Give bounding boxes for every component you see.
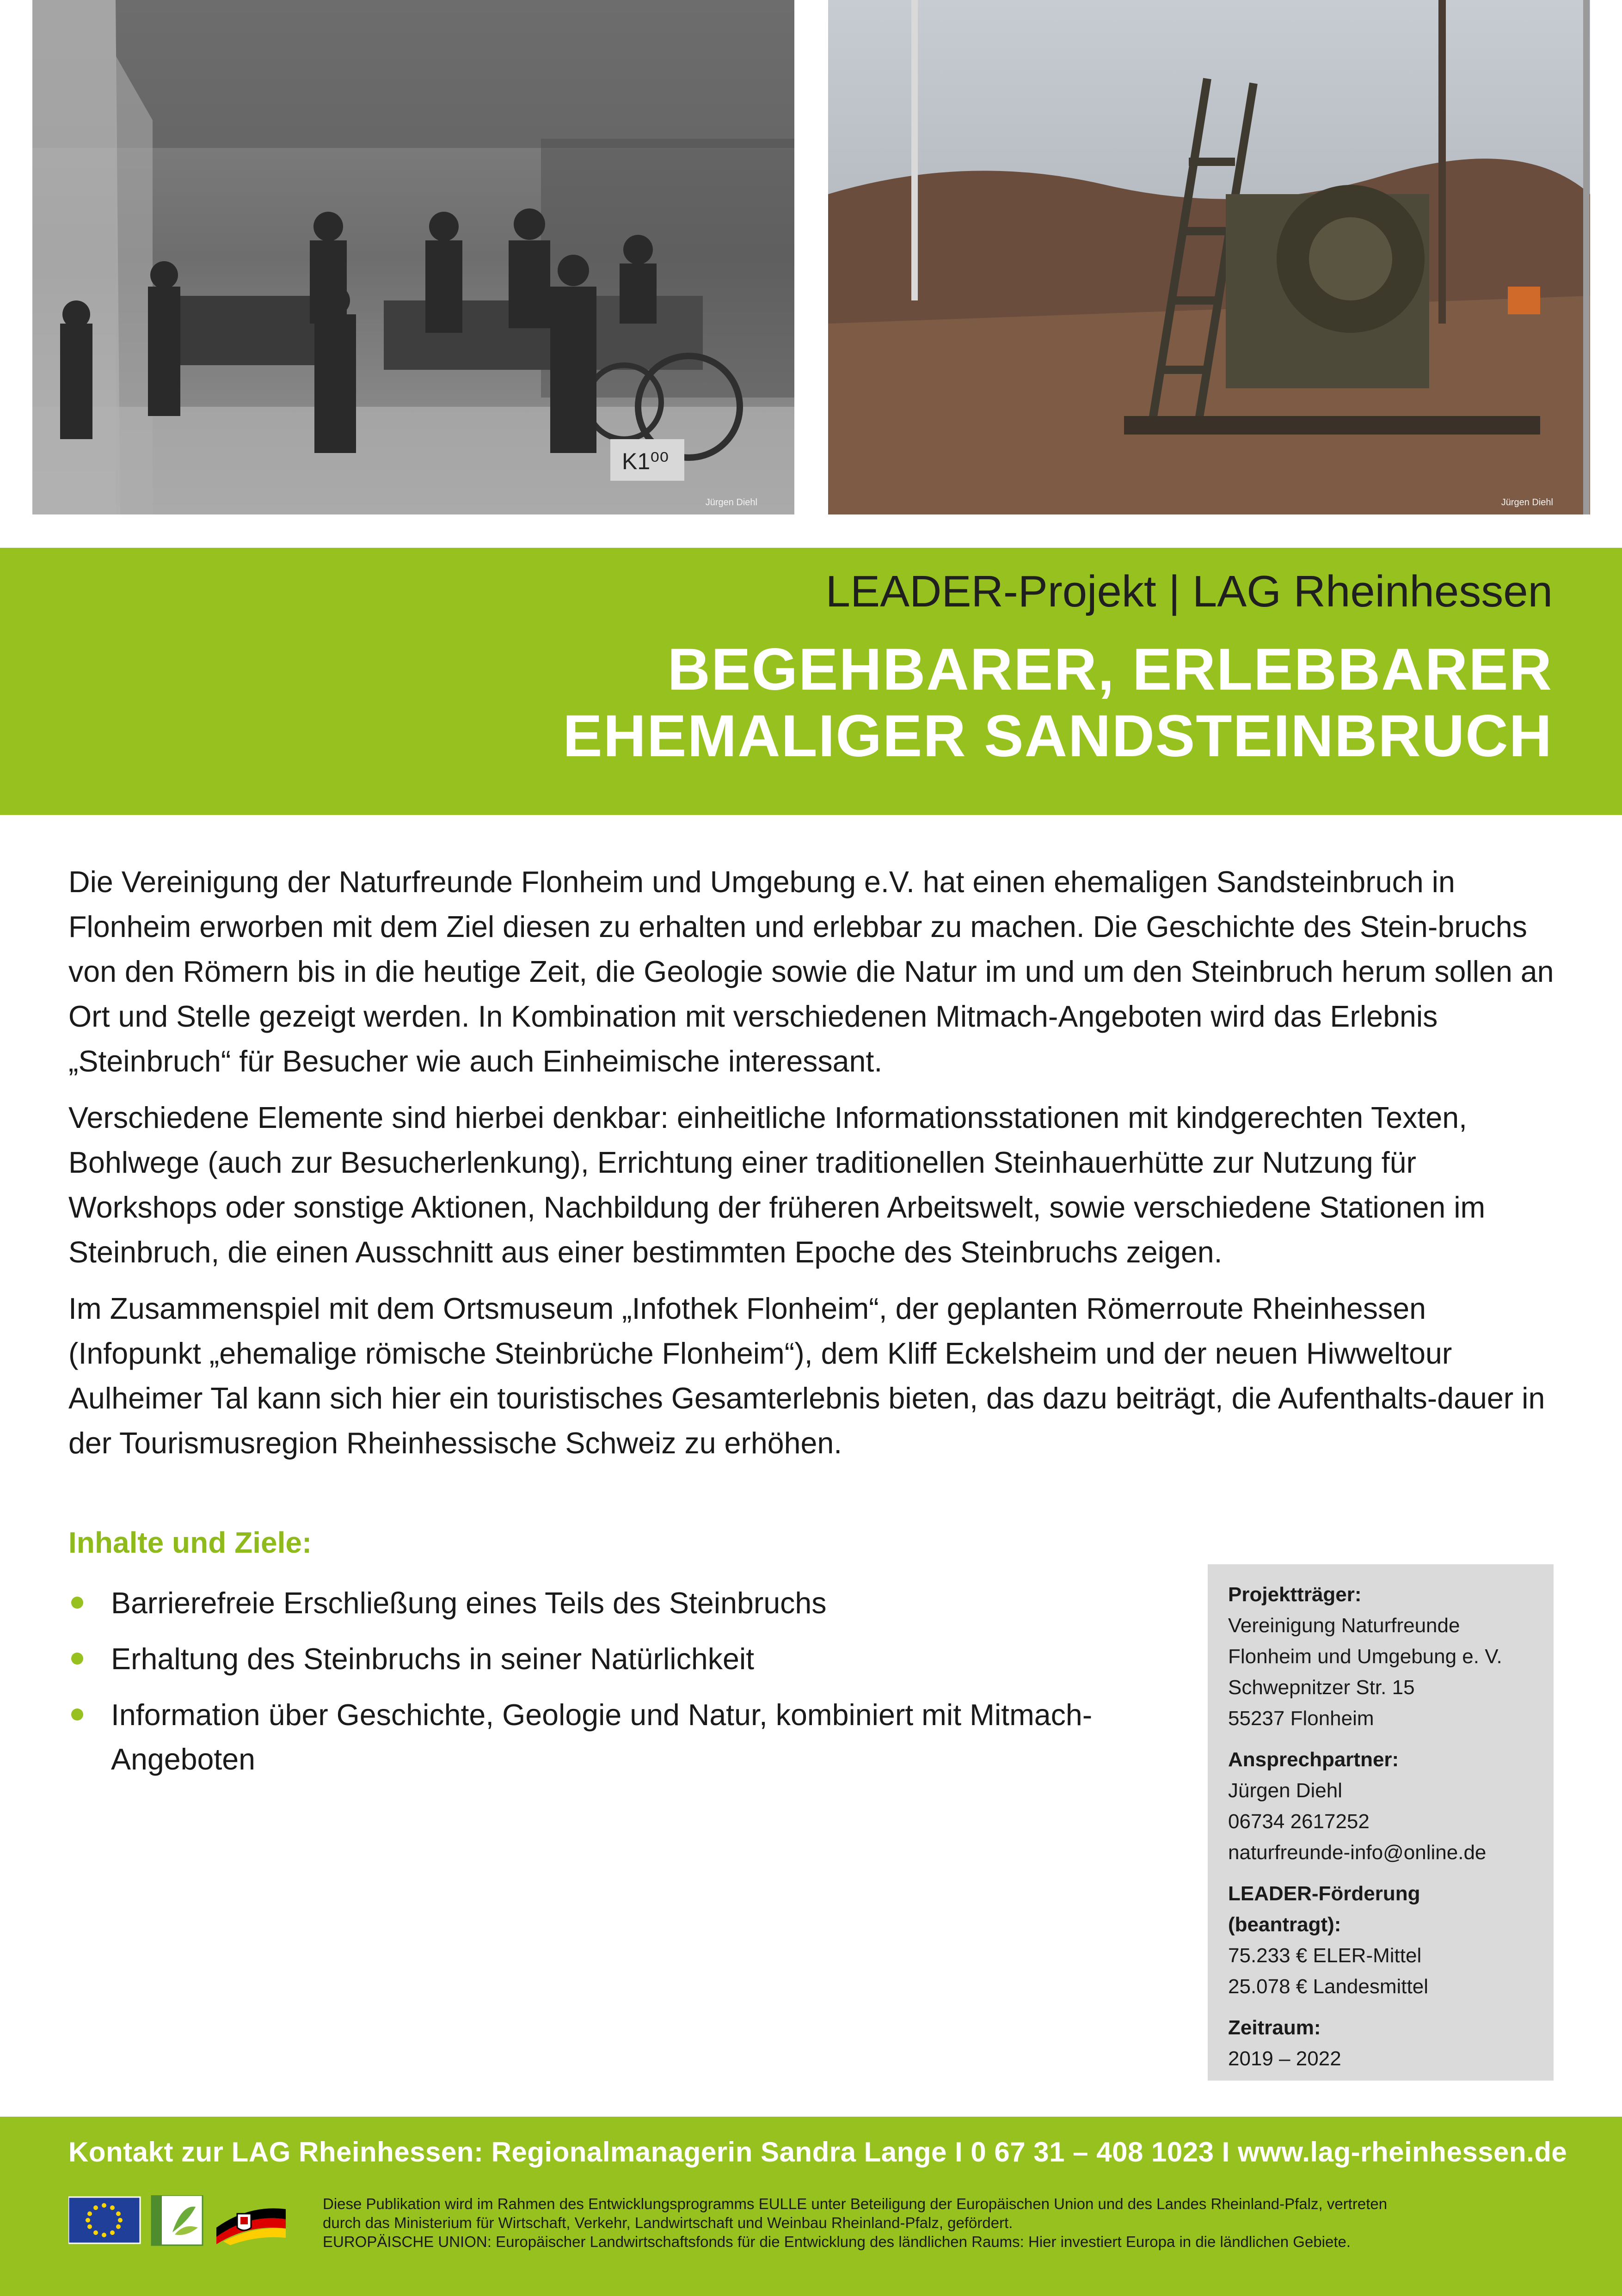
info-zeitraum-value: 2019 – 2022 — [1228, 2047, 1341, 2070]
info-ansprechpartner — [1228, 1744, 1533, 1868]
rlp-logo-icon — [216, 2208, 286, 2245]
goals-heading: Inhalte und Ziele: — [68, 1526, 312, 1559]
bullet-icon — [71, 1597, 83, 1609]
goal-item-text: Information über Geschichte, Geologie und Natur, kombiniert mit Mitmach-Angeboten — [111, 1698, 1093, 1776]
description — [68, 860, 1557, 1477]
info-traeger-line: Flonheim und Umgebung e. V. — [1228, 1645, 1502, 1668]
info-foerderung-line: 75.233 € ELER-Mittel — [1228, 1944, 1422, 1967]
info-ansprech-email: naturfreunde-info@online.de — [1228, 1841, 1487, 1864]
leader-logo-icon — [152, 2195, 203, 2245]
info-traeger-label: Projektträger: — [1228, 1583, 1362, 1606]
goals-list — [68, 1581, 1132, 1793]
info-foerderung-line: 25.078 € Landesmittel — [1228, 1975, 1428, 1998]
crane-photo-image — [828, 0, 1590, 514]
info-ansprech-phone: 06734 2617252 — [1228, 1810, 1370, 1833]
footer-disclaimer-line-2: durch das Ministerium für Wirtschaft, Verkehr, Landwirtschaft und Weinbau Rheinland-Pfalz, gefördert. — [323, 2214, 1013, 2231]
footer — [0, 2117, 1622, 2296]
info-traeger-line: Vereinigung Naturfreunde — [1228, 1614, 1460, 1637]
photo-edge-stripe — [1583, 0, 1590, 514]
footer-disclaimer — [323, 2194, 1562, 2251]
info-traeger-line: Schwepnitzer Str. 15 — [1228, 1676, 1415, 1699]
description-paragraph-1: Die Vereinigung der Naturfreunde Flonheim und Umgebung e.V. hat einen ehemaligen Sandsteinbruch in Flonheim erworben mit dem Ziel diesen zu erhalten und erlebbar zu machen. Die Geschichte des Stein-bruchs von den Römern bis in die heutige Zeit, die Geologie sowie die Natur im und um den Steinbruch herum sollen an Ort und Stelle gezeigt werden. In Kombination mit verschiedenen Mitmach-Angeboten wird das Erlebnis „Steinbruch“ für Besucher wie auch Einheimische interessant. — [68, 865, 1554, 1078]
footer-logos — [68, 2195, 309, 2246]
description-paragraph-2: Verschiedene Elemente sind hierbei denkbar: einheitliche Informationsstationen mit kindgerechten Texten, Bohlwege (auch zur Besucherlenkung), Errichtung einer traditionellen Steinhauerhütte zur Nutzung für Workshops oder sonstige Aktionen, Nachbildung der früheren Arbeitswelt, sowie verschiedene Stationen im Steinbruch, die einen Ausschnitt aus einer bestimmten Epoche des Steinbruchs zeigen. — [68, 1101, 1486, 1269]
historical-photo — [32, 0, 794, 514]
footer-contact: Kontakt zur LAG Rheinhessen: Regionalmanagerin Sandra Lange I 0 67 31 – 408 1023 I www.lag-rheinhessen.de — [68, 2137, 1567, 2167]
photo-credit-left: Jürgen Diehl — [705, 497, 757, 508]
bullet-icon — [71, 1653, 83, 1665]
title-banner — [0, 548, 1622, 815]
info-zeitraum-label: Zeitraum: — [1228, 2016, 1321, 2039]
leader-logo-text: LEADER — [168, 2200, 176, 2226]
info-traeger-line: 55237 Flonheim — [1228, 1707, 1374, 1730]
page-title — [563, 637, 1553, 770]
page-title-line-2: EHEMALIGER SANDSTEINBRUCH — [563, 703, 1553, 769]
goal-item — [68, 1693, 1132, 1782]
eu-flag-icon — [68, 2197, 140, 2243]
info-ansprech-line: Jürgen Diehl — [1228, 1779, 1343, 1802]
historical-photo-image — [32, 0, 794, 514]
page-subtitle: LEADER-Projekt | LAG Rheinhessen — [825, 567, 1553, 616]
footer-disclaimer-line-3: EUROPÄISCHE UNION: Europäischer Landwirtschaftsfonds für die Entwicklung des ländlichen Raums: Hier investiert Europa in die ländlichen Gebiete. — [323, 2233, 1351, 2250]
description-paragraph-3: Im Zusammenspiel mit dem Ortsmuseum „Infothek Flonheim“, der geplanten Römerroute Rheinhessen (Infopunkt „ehemalige römische Steinbrüche Flonheim“), dem Kliff Eckelsheim und der neuen Hiwweltour Aulheimer Tal kann sich hier ein touristisches Gesamterlebnis bieten, das dazu beiträgt, die Aufenthalts-dauer in der Tourismusregion Rheinhessische Schweiz zu erhöhen. — [68, 1292, 1545, 1460]
info-traeger — [1228, 1579, 1533, 1734]
goal-item-text: Barrierefreie Erschließung eines Teils des Steinbruchs — [111, 1586, 827, 1620]
page-title-line-1: BEGEHBARER, ERLEBBARER — [667, 637, 1553, 703]
crane-photo — [828, 0, 1590, 514]
info-foerderung — [1228, 1878, 1533, 2002]
goal-item-text: Erhaltung des Steinbruchs in seiner Natürlichkeit — [111, 1642, 755, 1676]
goal-item — [68, 1637, 1132, 1681]
info-zeitraum — [1228, 2012, 1533, 2074]
project-info-box — [1208, 1564, 1554, 2081]
photo-credit-right: Jürgen Diehl — [1501, 497, 1553, 508]
goal-item — [68, 1581, 1132, 1625]
info-foerderung-label: LEADER-Förderung (beantragt): — [1228, 1882, 1420, 1936]
photo-sign-text: K1⁰⁰ — [622, 448, 669, 474]
bullet-icon — [71, 1708, 83, 1720]
footer-disclaimer-line-1: Diese Publikation wird im Rahmen des Entwicklungsprogramms EULLE unter Beteiligung der Europäischen Union und des Landes Rheinland-Pfalz, vertreten — [323, 2195, 1388, 2212]
info-ansprech-label: Ansprechpartner: — [1228, 1748, 1399, 1771]
